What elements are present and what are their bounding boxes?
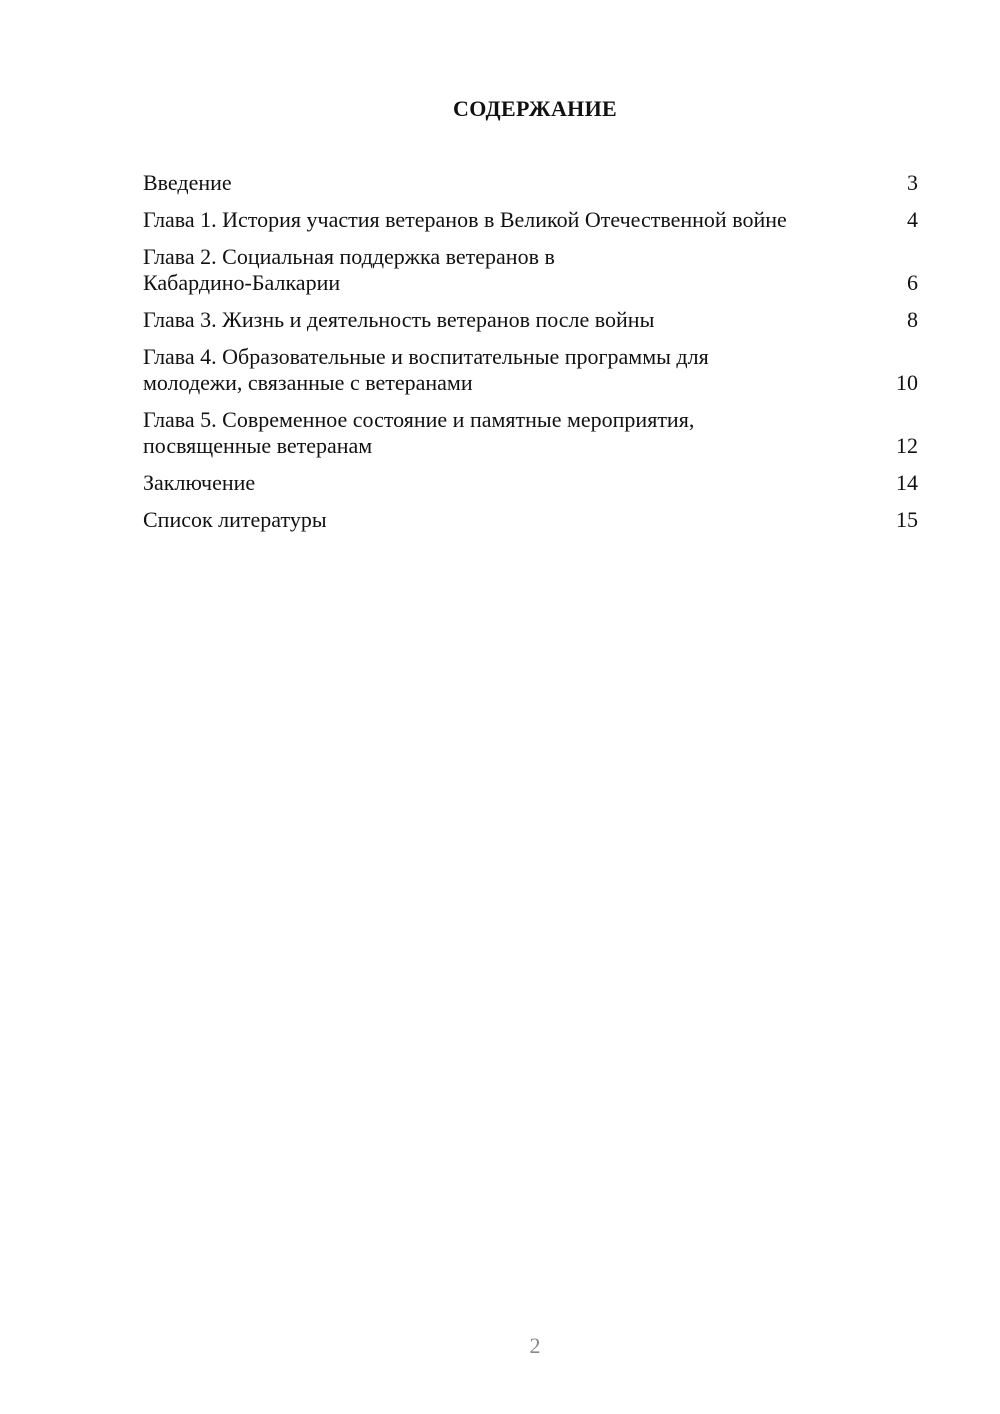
toc-entry-page: 6 [907, 270, 918, 295]
toc-entry-introduction [143, 170, 918, 196]
toc-entry-bibliography [143, 507, 918, 533]
toc-entry-page: 8 [907, 307, 918, 332]
toc-entry-title: Глава 4. Образовательные и воспитательные программы для молодежи, связанные с ветеранами [143, 344, 709, 395]
toc-entry-title: Введение [143, 170, 232, 195]
toc-entry-page: 12 [896, 433, 918, 458]
toc-entry-page: 15 [896, 507, 918, 532]
toc-entry-chapter-1 [143, 207, 918, 233]
toc-entry-conclusion [143, 470, 918, 496]
toc-entry-page: 3 [907, 170, 918, 195]
page-number: 2 [529, 1333, 541, 1358]
page-title: СОДЕРЖАНИЕ [453, 96, 617, 121]
toc-entry-title: Глава 3. Жизнь и деятельность ветеранов после войны [143, 307, 655, 332]
toc-entry-chapter-5 [143, 407, 918, 459]
toc-entry-chapter-3 [143, 307, 918, 333]
toc-entry-title: Глава 5. Современное состояние и памятные мероприятия, посвященные ветеранам [143, 407, 695, 458]
toc-entry-title: Глава 2. Социальная поддержка ветеранов в Кабардино-Балкарии [143, 244, 555, 295]
toc-entry-chapter-2 [143, 244, 918, 296]
toc-entry-page: 14 [896, 470, 918, 495]
toc-entry-chapter-4 [143, 344, 918, 396]
table-of-contents [143, 170, 918, 544]
toc-entry-page: 4 [907, 207, 918, 232]
toc-entry-title: Заключение [143, 470, 256, 495]
toc-entry-page: 10 [896, 370, 918, 395]
toc-entry-title: Глава 1. История участия ветеранов в Великой Отечественной войне [143, 207, 787, 232]
toc-entry-title: Список литературы [143, 507, 327, 532]
